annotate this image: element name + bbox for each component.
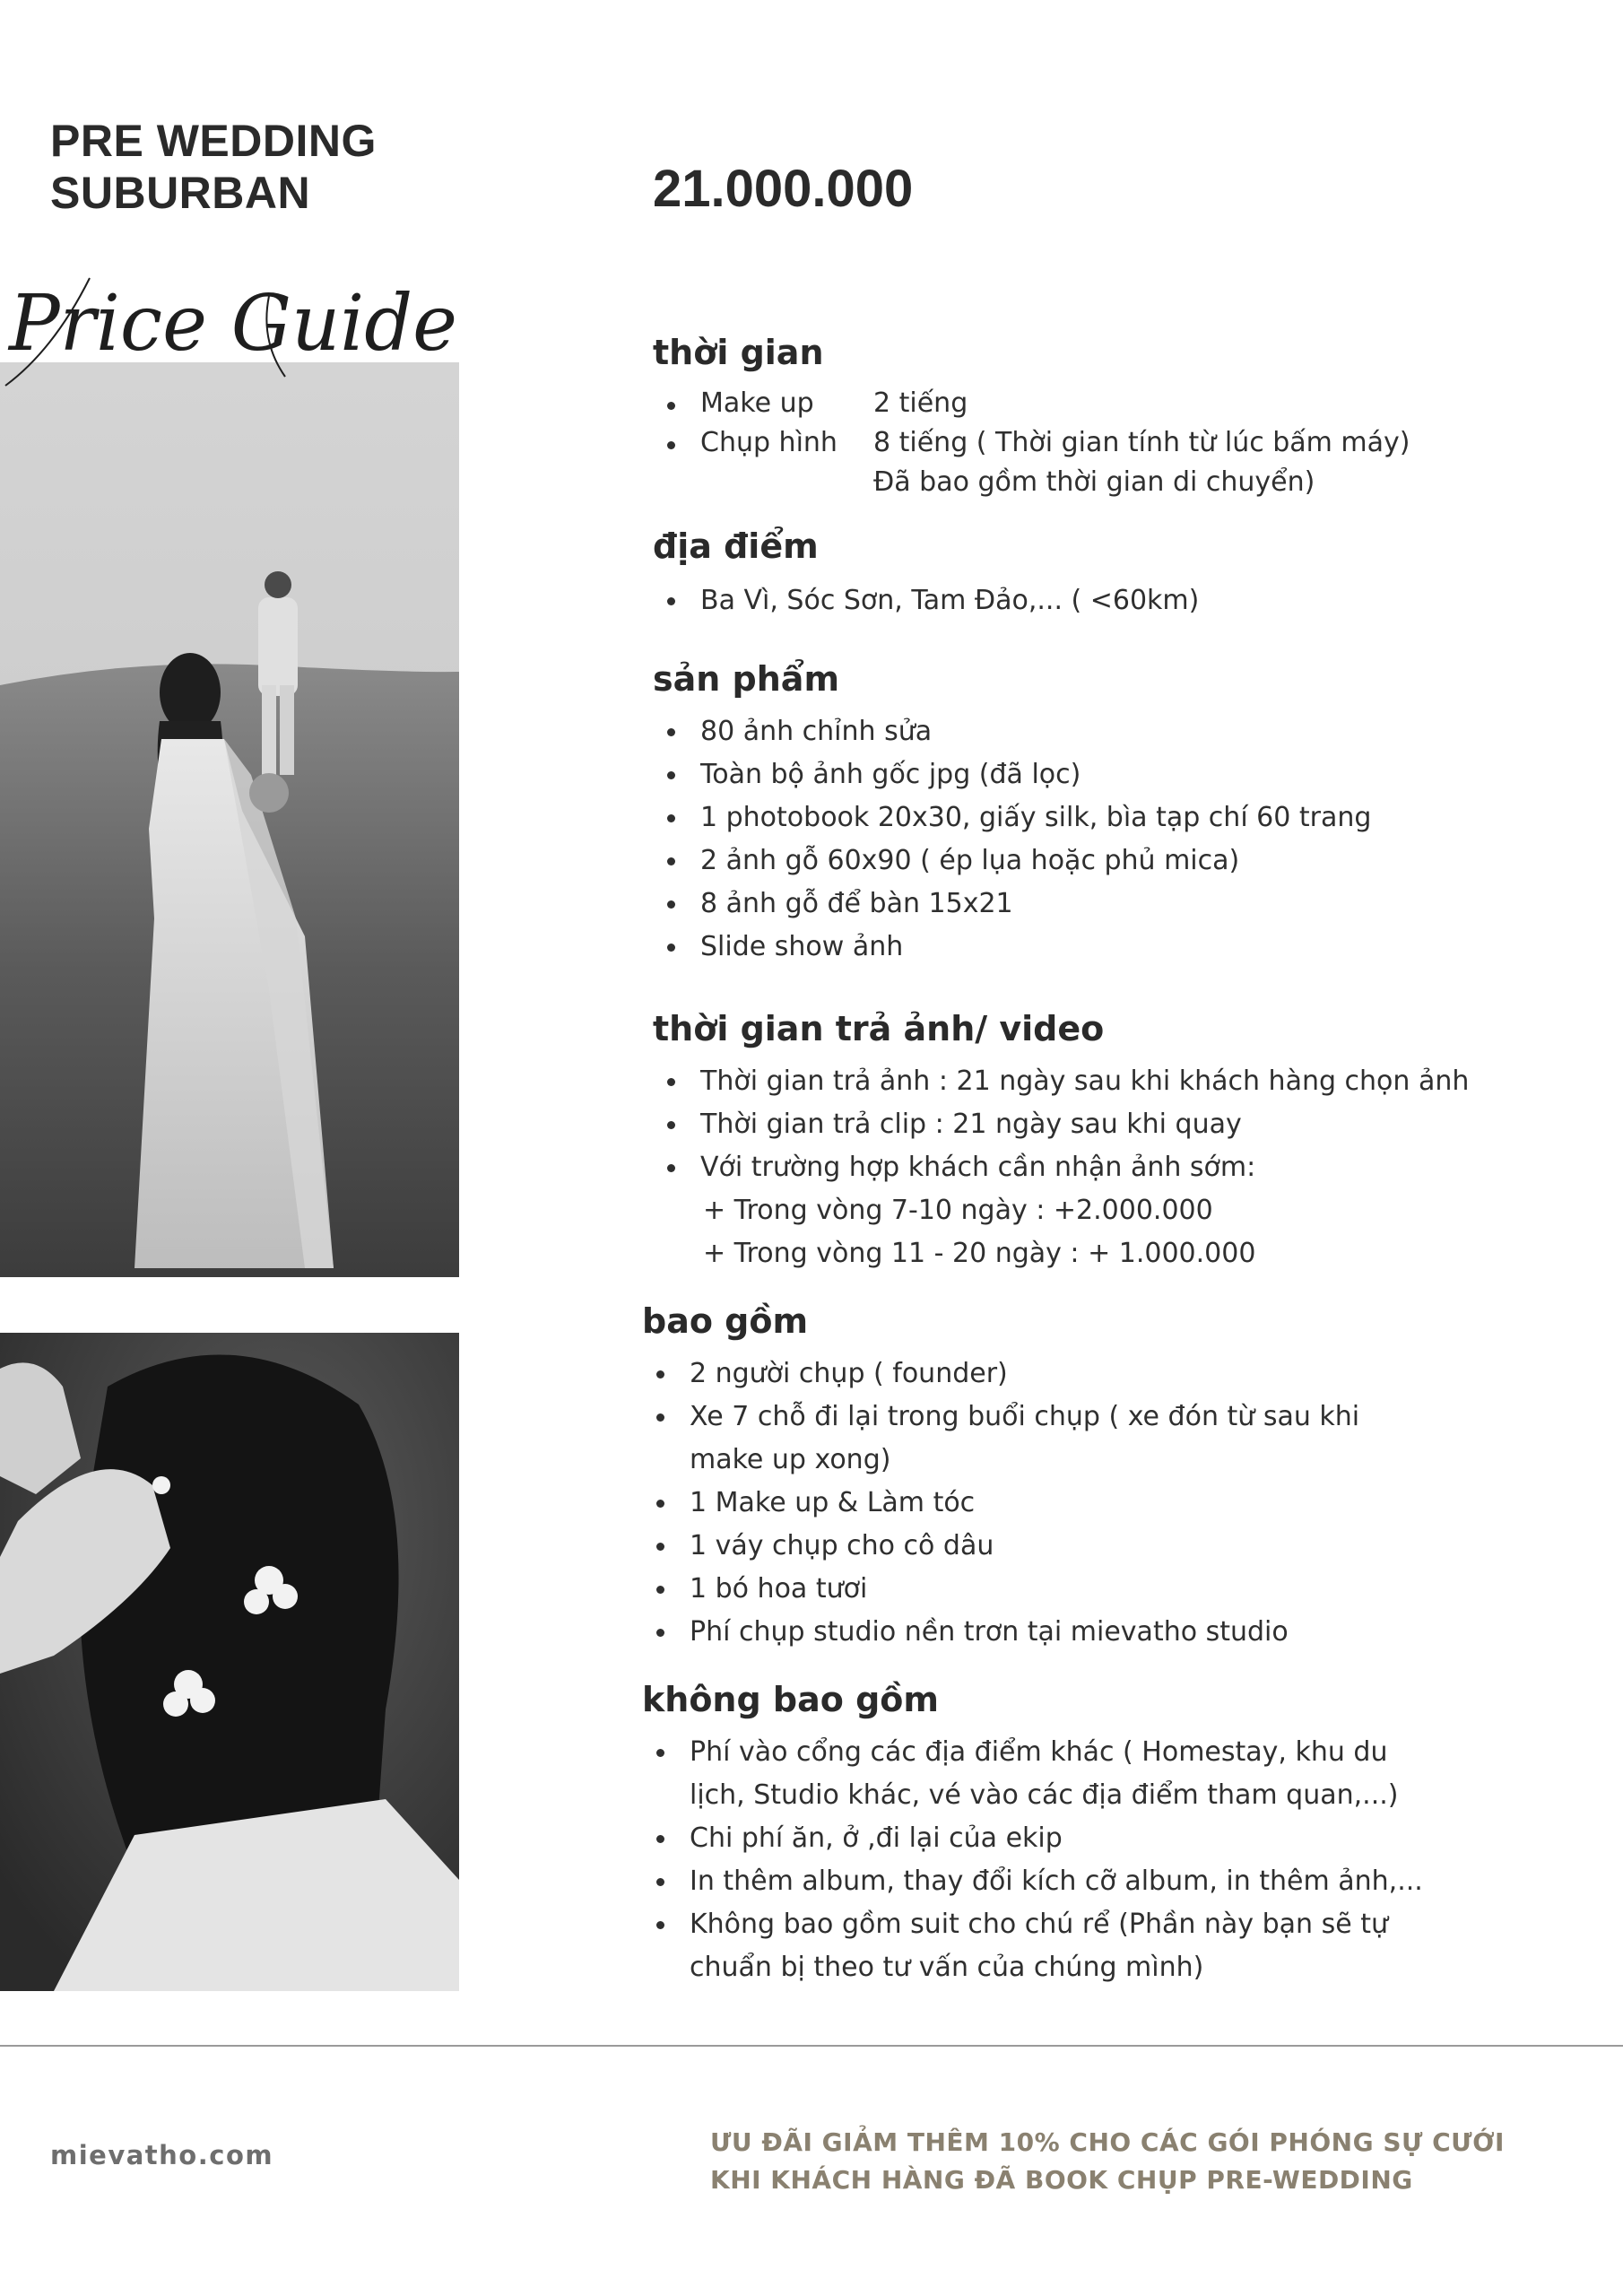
- bullet-icon: [656, 1413, 664, 1422]
- list-item: 2 người chụp ( founder): [642, 1352, 1593, 1396]
- list-item: 1 photobook 20x30, giấy silk, bìa tạp chí 60 trang: [653, 796, 1585, 839]
- bullet-icon: [667, 814, 675, 822]
- section-time-heading: thời gian: [653, 333, 824, 372]
- website-link[interactable]: mievatho.com: [50, 2140, 274, 2170]
- bullet-icon: [656, 1835, 664, 1843]
- section-products-heading: sản phẩm: [653, 659, 840, 699]
- list-item: 1 váy chụp cho cô dâu: [642, 1525, 1593, 1568]
- bullet-icon: [667, 771, 675, 779]
- promo-line1: ƯU ĐÃI GIẢM THÊM 10% CHO CÁC GÓI PHÓNG SỰ CƯỚI: [710, 2127, 1505, 2157]
- list-item: 8 ảnh gỗ để bàn 15x21: [653, 883, 1585, 926]
- list-item: Thời gian trả clip : 21 ngày sau khi quay: [653, 1103, 1603, 1146]
- location-list: [653, 579, 1585, 622]
- bullet-icon: [667, 857, 675, 865]
- delivery-list: [653, 1060, 1603, 1275]
- bride-hair-flowers-photo: [0, 1333, 459, 1991]
- included-list: [642, 1352, 1593, 1654]
- package-title-line1: PRE WEDDING: [50, 116, 377, 166]
- bullet-icon: [667, 1121, 675, 1129]
- svg-text:Price Guide: Price Guide: [7, 279, 458, 369]
- promo-text: [710, 2124, 1598, 2199]
- section-included: [642, 1299, 1593, 1654]
- package-title: [50, 115, 377, 219]
- bullet-icon: [667, 402, 675, 410]
- list-item: In thêm album, thay đổi kích cỡ album, in thêm ảnh,...: [642, 1860, 1593, 1903]
- time-row-value-line1: 8 tiếng ( Thời gian tính từ lúc bấm máy): [873, 427, 1410, 458]
- bullet-icon: [667, 900, 675, 909]
- bullet-icon: [656, 1878, 664, 1886]
- list-item: Toàn bộ ảnh gốc jpg (đã lọc): [653, 753, 1585, 796]
- package-price: 21.000.000: [653, 160, 914, 218]
- footer-divider: [0, 2045, 1623, 2047]
- bullet-icon: [656, 1370, 664, 1378]
- list-subitem: + Trong vòng 7-10 ngày : +2.000.000: [703, 1195, 1213, 1226]
- section-included-heading: bao gồm: [642, 1301, 809, 1341]
- bride-groom-photo: [0, 362, 459, 1277]
- list-item: [653, 423, 1585, 502]
- list-item: Với trường hợp khách cần nhận ảnh sớm:: [653, 1146, 1603, 1189]
- section-delivery: [653, 1006, 1603, 1275]
- list-item: 80 ảnh chỉnh sửa: [653, 710, 1585, 753]
- bullet-icon: [656, 1629, 664, 1637]
- bullet-icon: [667, 597, 675, 605]
- excluded-list: [642, 1731, 1593, 1989]
- bullet-icon: [656, 1921, 664, 1929]
- bullet-icon: [667, 441, 675, 449]
- section-excluded: [642, 1677, 1593, 1989]
- time-row-value: 2 tiếng: [873, 387, 968, 419]
- section-location-heading: địa điểm: [653, 526, 819, 566]
- list-item: Không bao gồm suit cho chú rể (Phần này bạn sẽ tự chuẩn bị theo tư vấn của chúng mình): [642, 1903, 1593, 1989]
- bullet-icon: [667, 944, 675, 952]
- section-products: [653, 657, 1585, 969]
- list-item: Xe 7 chỗ đi lại trong buổi chụp ( xe đón từ sau khi make up xong): [642, 1396, 1593, 1482]
- list-item: Phí vào cổng các địa điểm khác ( Homestay, khu du lịch, Studio khác, vé vào các địa điểm tham quan,...): [642, 1731, 1593, 1817]
- time-row-label: Chụp hình: [700, 427, 838, 458]
- promo-line2: KHI KHÁCH HÀNG ĐÃ BOOK CHỤP PRE-WEDDING: [710, 2165, 1413, 2195]
- bullet-icon: [667, 1164, 675, 1172]
- bullet-icon: [656, 1586, 664, 1594]
- list-item: 2 ảnh gỗ 60x90 ( ép lụa hoặc phủ mica): [653, 839, 1585, 883]
- bullet-icon: [656, 1749, 664, 1757]
- list-item: Phí chụp studio nền trơn tại mievatho studio: [642, 1611, 1593, 1654]
- bullet-icon: [656, 1500, 664, 1508]
- price-guide-script: [0, 242, 475, 395]
- products-list: [653, 710, 1585, 969]
- bullet-icon: [667, 1078, 675, 1086]
- list-item: Thời gian trả ảnh : 21 ngày sau khi khách hàng chọn ảnh: [653, 1060, 1603, 1103]
- section-delivery-heading: thời gian trả ảnh/ video: [653, 1009, 1105, 1048]
- time-row-value: [873, 423, 1585, 502]
- list-item: 1 Make up & Làm tóc: [642, 1482, 1593, 1525]
- list-item: Chi phí ăn, ở ,đi lại của ekip: [642, 1817, 1593, 1860]
- list-item: Ba Vì, Sóc Sơn, Tam Đảo,... ( <60km): [653, 579, 1585, 622]
- bullet-icon: [667, 728, 675, 736]
- time-row-label: Make up: [700, 387, 814, 419]
- list-subitem: + Trong vòng 11 - 20 ngày : + 1.000.000: [703, 1238, 1256, 1269]
- list-item: 1 bó hoa tươi: [642, 1568, 1593, 1611]
- package-title-line2: SUBURBAN: [50, 168, 311, 218]
- section-excluded-heading: không bao gồm: [642, 1680, 939, 1719]
- section-location: [653, 524, 1585, 622]
- section-time: [653, 330, 1585, 502]
- list-item: [653, 384, 1585, 423]
- time-list: [653, 384, 1585, 502]
- time-row-value-line2: Đã bao gồm thời gian di chuyển): [873, 466, 1315, 498]
- bullet-icon: [656, 1543, 664, 1551]
- list-item: Slide show ảnh: [653, 926, 1585, 969]
